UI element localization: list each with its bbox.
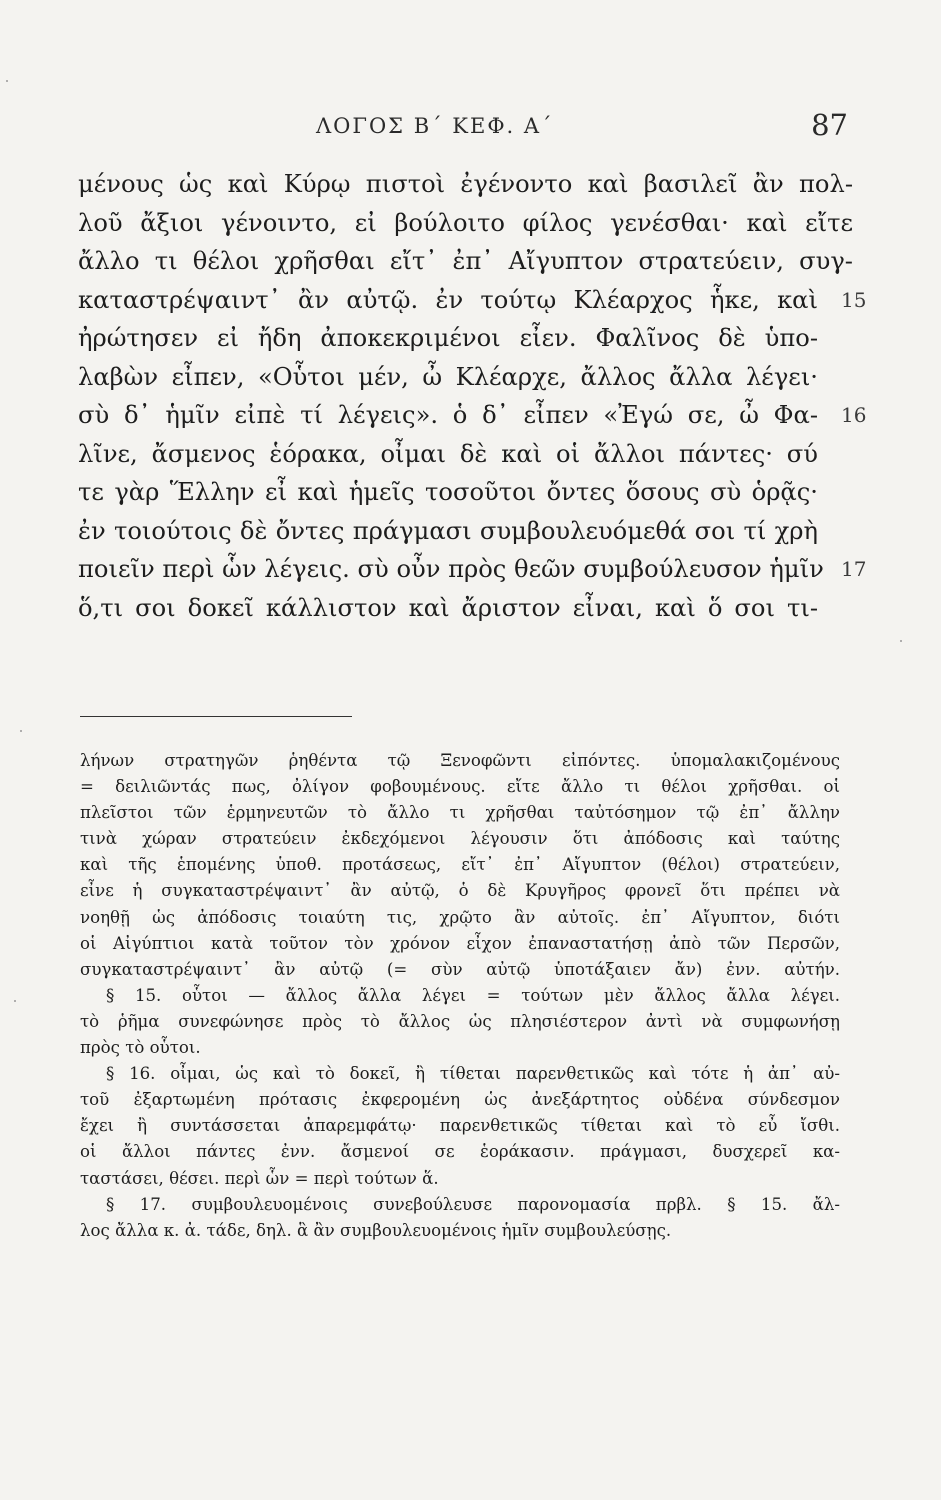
page-header — [78, 108, 848, 152]
main-text-line — [78, 396, 867, 435]
main-text-line-content: καταστρέψαιντ᾽ ἂν αὐτῷ. ἐν τούτῳ Κλέαρχος ἧκε, καὶ — [78, 285, 818, 314]
footnote-rule — [80, 716, 352, 717]
note-line: τοῦ ἐξαρτωμένη πρότασις ἐκφερομένη ὡς ἀνεξάρτητος οὐδένα σύνδεσμον — [80, 1090, 840, 1110]
main-text — [78, 165, 867, 627]
note-line: § 17. συμβουλευομένοις συνεβούλευσε παρονομασία πρβλ. § 15. ἄλ- — [106, 1194, 840, 1214]
main-text-line: ἐν τοιούτοις δὲ ὄντες πράγμασι συμβουλευόμεθά σοι τί χρὴ — [78, 516, 818, 545]
note-line: ταστάσει, θέσει. περὶ ὧν = περὶ τούτων ἅ. — [80, 1168, 439, 1188]
paper-speck — [14, 1000, 16, 1002]
section-number: 15 — [841, 287, 867, 312]
note-line: τινὰ χώραν στρατεύειν ἐκδεχόμενοι λέγουσιν ὅτι ἀπόδοσις καὶ ταύτης — [80, 829, 840, 849]
note-line: = δειλιῶντάς πως, ὀλίγον φοβουμένους. εἴτε ἄλλο τι θέλοι χρῆσθαι. οἱ — [80, 777, 840, 797]
note-line: συγκαταστρέψαιντ᾽ ἂν αὐτῷ (= σὺν αὐτῷ ὑποτάξαιεν ἄν) ἐνν. αὐτήν. — [80, 959, 840, 979]
main-text-line: λαβὼν εἶπεν, «Οὗτοι μέν, ὦ Κλέαρχε, ἄλλος ἄλλα λέγει· — [78, 362, 818, 391]
paper-speck — [900, 640, 902, 642]
main-text-line: ἠρώτησεν εἰ ἤδη ἀποκεκριμένοι εἶεν. Φαλῖνος δὲ ὑπο- — [78, 324, 818, 352]
note-line: § 16. οἶμαι, ὡς καὶ τὸ δοκεῖ, ἢ τίθεται παρενθετικῶς καὶ τότε ἡ ἀπ᾽ αὐ- — [106, 1064, 840, 1084]
main-text-line-content: σὺ δ᾽ ἡμῖν εἰπὲ τί λέγεις». ὁ δ᾽ εἶπεν «Ἐγώ σε, ὦ Φα- — [78, 401, 818, 429]
note-line: καὶ τῆς ἑπομένης ὑποθ. προτάσεως, εἴτ᾽ ἐπ᾽ Αἴγυπτον (θέλοι) στρατεύειν, — [80, 855, 840, 875]
section-number: 16 — [841, 403, 867, 427]
main-text-line: ὅ,τι σοι δοκεῖ κάλλιστον καὶ ἄριστον εἶναι, καὶ ὅ σοι τι- — [78, 593, 818, 622]
note-line: τὸ ῥῆμα συνεφώνησε πρὸς τὸ ἄλλος ὡς πλησιέστερον ἀντὶ νὰ συμφωνήσῃ — [80, 1011, 840, 1031]
main-text-line: λοῦ ἄξιοι γένοιντο, εἰ βούλοιτο φίλος γενέσθαι· καὶ εἴτε — [78, 208, 853, 237]
note-line: οἱ ἄλλοι πάντες ἐνν. ἄσμενοί σε ἑοράκασιν. πράγμασι, δυσχερεῖ κα- — [80, 1142, 840, 1162]
main-text-line: ἄλλο τι θέλοι χρῆσθαι εἴτ᾽ ἐπ᾽ Αἴγυπτον στρατεύειν, συγ- — [78, 247, 853, 275]
paper-speck — [6, 80, 8, 82]
main-text-line — [78, 281, 867, 320]
main-text-line — [78, 550, 867, 589]
note-line: νοηθῇ ὡς ἀπόδοσις τοιαύτη τις, χρῷτο ἂν αὐτοῖς. ἐπ᾽ Αἴγυπτον, διότι — [80, 907, 840, 927]
paper-speck — [20, 730, 22, 732]
note-line: πλεῖστοι τῶν ἑρμηνευτῶν τὸ ἄλλο τι χρῆσθαι ταὐτόσημον τῷ ἐπ᾽ ἄλλην — [80, 803, 840, 823]
note-line: ἔχει ἢ συντάσσεται ἀπαρεμφάτῳ· παρενθετικῶς τίθεται καὶ τὸ εὖ ἴσθι. — [80, 1116, 840, 1136]
commentary-notes — [80, 748, 840, 1244]
main-text-line-content: ποιεῖν περὶ ὧν λέγεις. σὺ οὖν πρὸς θεῶν συμβούλευσον ἡμῖν — [78, 555, 824, 583]
note-line: λος ἄλλα κ. ἀ. τάδε, δηλ. ἃ ἂν συμβουλευομένοις ἡμῖν συμβουλεύσῃς. — [80, 1220, 672, 1240]
page-number: 87 — [811, 108, 848, 142]
note-line: § 15. οὗτοι — ἄλλος ἄλλα λέγει = τούτων μὲν ἄλλος ἄλλα λέγει. — [106, 985, 840, 1005]
note-line: εἶνε ἡ συγκαταστρέψαιντ᾽ ἂν αὐτῷ, ὁ δὲ Κρυγῆρος φρονεῖ ὅτι πρέπει νὰ — [80, 881, 840, 901]
main-text-line: τε γὰρ Ἕλλην εἶ καὶ ἡμεῖς τοσοῦτοι ὄντες ὅσους σὺ ὁρᾷς· — [78, 478, 818, 506]
note-line: λήνων στρατηγῶν ῥηθέντα τῷ Ξενοφῶντι εἰπόντες. ὑπομαλακιζομένους — [80, 751, 840, 770]
section-number: 17 — [841, 557, 867, 581]
main-text-line: μένους ὡς καὶ Κύρῳ πιστοὶ ἐγένοντο καὶ βασιλεῖ ἂν πολ- — [78, 170, 853, 198]
main-text-line: λῖνε, ἄσμενος ἑόρακα, οἶμαι δὲ καὶ οἱ ἄλλοι πάντες· σύ — [78, 439, 818, 468]
note-line: οἱ Αἰγύπτιοι κατὰ τοῦτον τὸν χρόνον εἶχον ἐπαναστατήσῃ ἀπὸ τῶν Περσῶν, — [80, 933, 840, 953]
note-line: πρὸς τὸ οὗτοι. — [80, 1038, 201, 1058]
running-head: ΛΟΓΟΣ Β΄ ΚΕΦ. Α΄ — [316, 114, 554, 138]
